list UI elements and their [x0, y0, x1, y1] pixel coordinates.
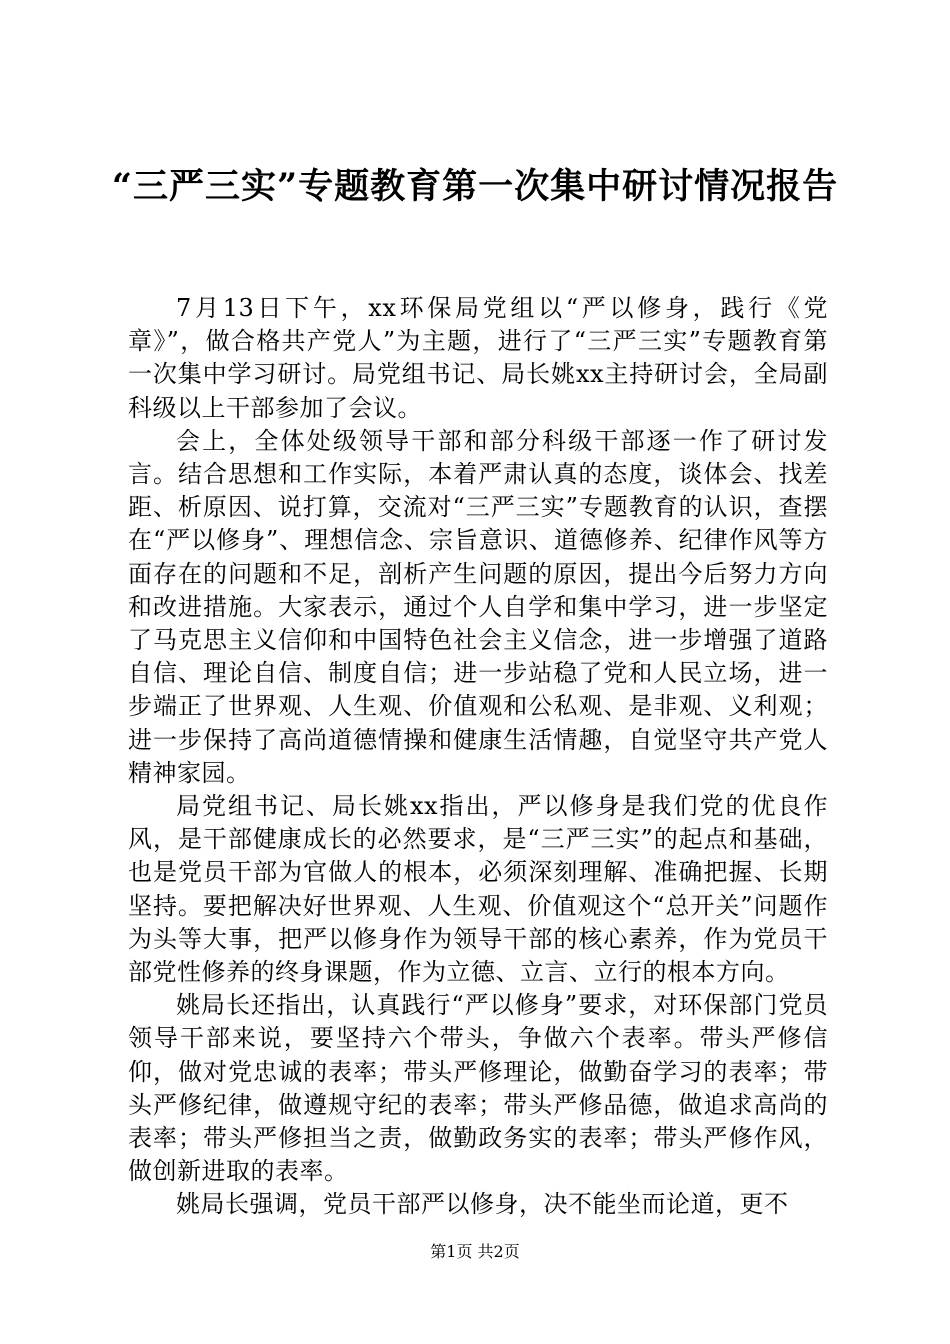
document-body	[128, 292, 828, 1222]
body-paragraph-4: 姚局长还指出，认真践行“严以修身”要求，对环保部门党员领导干部来说，要坚持六个带头，争做六个表率。带头严修信仰，做对党忠诚的表率；带头严修理论，做勤奋学习的表率；带头严修纪律，做遵规守纪的表率；带头严修品德，做追求高尚的表率；带头严修担当之责，做勤政务实的表率；带头严修作风，做创新进取的表率。	[128, 991, 828, 1186]
page-indicator: 第1页 共2页	[430, 1242, 520, 1261]
document-title: “三严三实”专题教育第一次集中研讨情况报告	[111, 166, 839, 207]
body-paragraph-1: 7月13日下午，xx环保局党组以“严以修身，践行《党章》”，做合格共产党人”为主题，进行了“三严三实”专题教育第一次集中学习研讨。局党组书记、局长姚xx主持研讨会，全局副科级以上干部参加了会议。	[128, 294, 828, 422]
body-paragraph-2: 会上，全体处级领导干部和部分科级干部逐一作了研讨发言。结合思想和工作实际，本着严肃认真的态度，谈体会、找差距、析原因、说打算，交流对“三严三实”专题教育的认识，查摆在“严以修身”、理想信念、宗旨意识、道德修养、纪律作风等方面存在的问题和不足，剖析产生问题的原因，提出今后努力方向和改进措施。大家表示，通过个人自学和集中学习，进一步坚定了马克思主义信仰和中国特色社会主义信念，进一步增强了道路自信、理论自信、制度自信；进一步站稳了党和人民立场，进一步端正了世界观、人生观、价值观和公私观、是非观、义利观；进一步保持了高尚道德情操和健康生活情趣，自觉坚守共产党人精神家园。	[128, 426, 828, 787]
body-paragraph-5: 姚局长强调，党员干部严以修身，决不能坐而论道，更不	[176, 1190, 789, 1219]
body-paragraph-3: 局党组书记、局长姚xx指出，严以修身是我们党的优良作风，是干部健康成长的必然要求，是“三严三实”的起点和基础，也是党员干部为官做人的根本，必须深刻理解、准确把握、长期坚持。要把解决好世界观、人生观、价值观这个“总开关”问题作为头等大事，把严以修身作为领导干部的核心素养，作为党员干部党性修养的终身课题，作为立德、立言、立行的根本方向。	[128, 792, 828, 987]
